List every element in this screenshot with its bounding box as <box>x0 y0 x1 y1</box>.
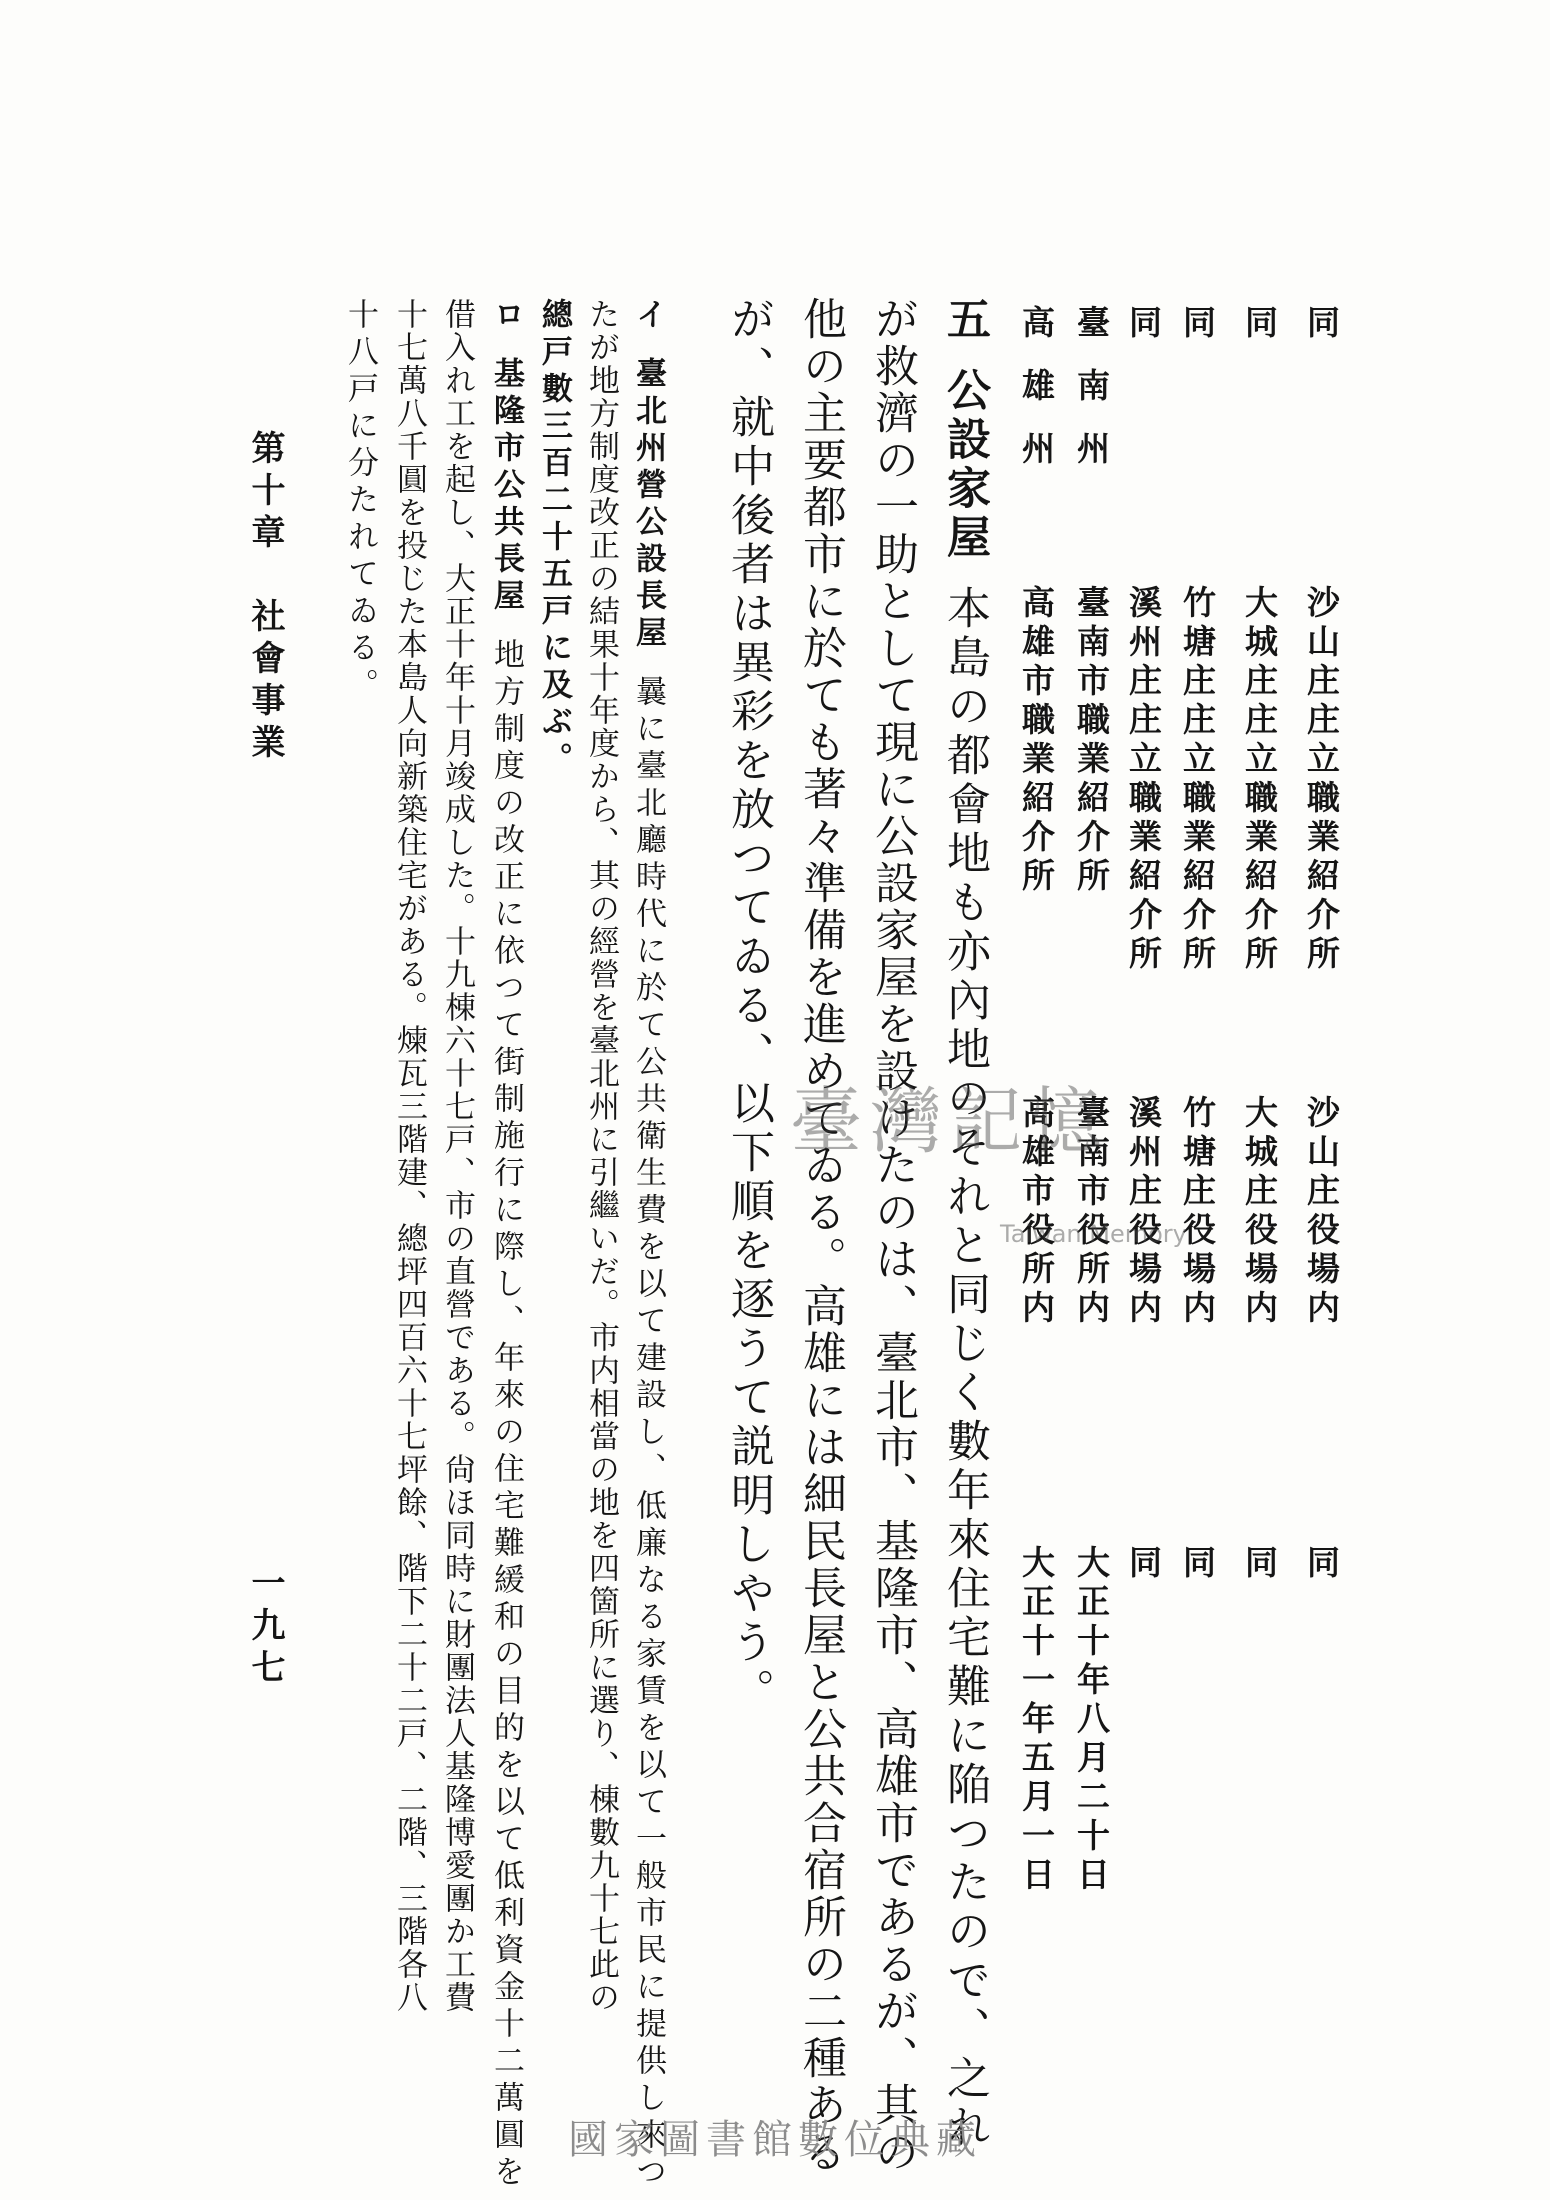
table-cell-date: 大正十年八月二十日 <box>1072 1545 1111 1896</box>
subsection-title: 基隆市公共長屋 <box>488 357 524 616</box>
table-cell-place: 同 <box>1302 305 1341 344</box>
table-cell-name: 大城庄庄立職業紹介所 <box>1240 585 1279 975</box>
table-cell-place: 臺南州 <box>1072 305 1111 494</box>
table-cell-name: 溪州庄庄立職業紹介所 <box>1124 585 1163 975</box>
table-cell-name: 高雄市職業紹介所 <box>1017 585 1056 897</box>
table-cell-date: 同 <box>1124 1545 1163 1584</box>
section-title: 公設家屋 <box>939 367 990 563</box>
subsection-first-line <box>630 298 666 2192</box>
table-cell-name: 沙山庄庄立職業紹介所 <box>1302 585 1341 975</box>
subsection-text-line: 十八戸に分たれてゐる。 <box>342 298 378 705</box>
table-cell-office: 臺南市役所内 <box>1072 1095 1111 1329</box>
section-paragraph-line: が、就中後者は異彩を放つてゐる、以下順を逐うて説明しやう。 <box>723 296 774 1717</box>
watermark-subtext: Taiwan Memory <box>1000 1220 1187 1248</box>
chapter-title: 第十章 社會事業 <box>245 430 285 766</box>
table-cell-place: 同 <box>1178 305 1217 344</box>
table-cell-date: 同 <box>1178 1545 1217 1584</box>
subsection-text-line: 總戸數三百二十五戸に及ぶ。 <box>536 298 572 779</box>
section-heading-column <box>939 296 990 2153</box>
table-cell-office: 大城庄役場内 <box>1240 1095 1279 1329</box>
subsection-text-line: 十七萬八千圓を投じた本島人向新築住宅がある。煉瓦三階建、總坪四百六十七坪餘、階下二十二戸、二階、三階各八 <box>391 298 427 2014</box>
table-cell-date: 大正十一年五月一日 <box>1017 1545 1056 1896</box>
table-cell-office: 沙山庄役場内 <box>1302 1095 1341 1329</box>
subsection-text-line: たが地方制度改正の結果十年度から、其の經營を臺北州に引繼いだ。市内相當の地を四箇所に選り、棟數九十七此の <box>583 298 619 2014</box>
subsection-marker: ロ <box>488 298 524 335</box>
table-cell-office: 竹塘庄役場内 <box>1178 1095 1217 1329</box>
watermark: 臺灣記憶 <box>790 1079 1111 1163</box>
table-cell-date: 同 <box>1240 1545 1279 1584</box>
table-cell-date: 同 <box>1302 1545 1341 1584</box>
table-cell-office: 高雄市役所内 <box>1017 1095 1056 1329</box>
table-cell-place: 同 <box>1240 305 1279 344</box>
table-cell-name: 竹塘庄庄立職業紹介所 <box>1178 585 1217 975</box>
page-number: 一九七 <box>245 1565 285 1691</box>
subsection-title: 臺北州營公設長屋 <box>630 357 666 653</box>
table-cell-office: 溪州庄役場内 <box>1124 1095 1163 1329</box>
subsection-marker: イ <box>630 298 666 335</box>
section-number: 五 <box>939 296 990 345</box>
subsection-first-line <box>488 298 524 2192</box>
table-cell-place: 同 <box>1124 305 1163 344</box>
subsection-text-line: 地方制度の改正に依つて街制施行に際し、年來の住宅難緩和の目的を以て低利資金十二萬圓を <box>488 638 524 2192</box>
section-paragraph-line: 本島の都會地も亦內地のそれと同じく數年來住宅難に陥つたので、之れ <box>939 585 990 2153</box>
subsection-text-line: 借入れ工を起し、大正十年十月竣成した。十九棟六十七戸、市の直營である。尙ほ同時に財團法人基隆博愛團か工費 <box>439 298 475 2014</box>
subsection-text-line: 曩に臺北廳時代に於て公共衛生費を以て建設し、低廉なる家賃を以て一般市民に提供し來つ <box>630 675 666 2192</box>
table-cell-name: 臺南市職業紹介所 <box>1072 585 1111 897</box>
table-cell-place: 高雄州 <box>1017 305 1056 494</box>
archive-note: 國家圖書館數位典藏 <box>568 2117 982 2163</box>
section-paragraph-line: 他の主要都市に於ても著々準備を進めてゐる。高雄には細民長屋と公共合宿所の二種ある <box>795 296 846 2176</box>
section-paragraph-line: が救濟の一助として現に公設家屋を設けたのは、臺北市、基隆市、高雄市であるが、其の <box>867 296 918 2176</box>
